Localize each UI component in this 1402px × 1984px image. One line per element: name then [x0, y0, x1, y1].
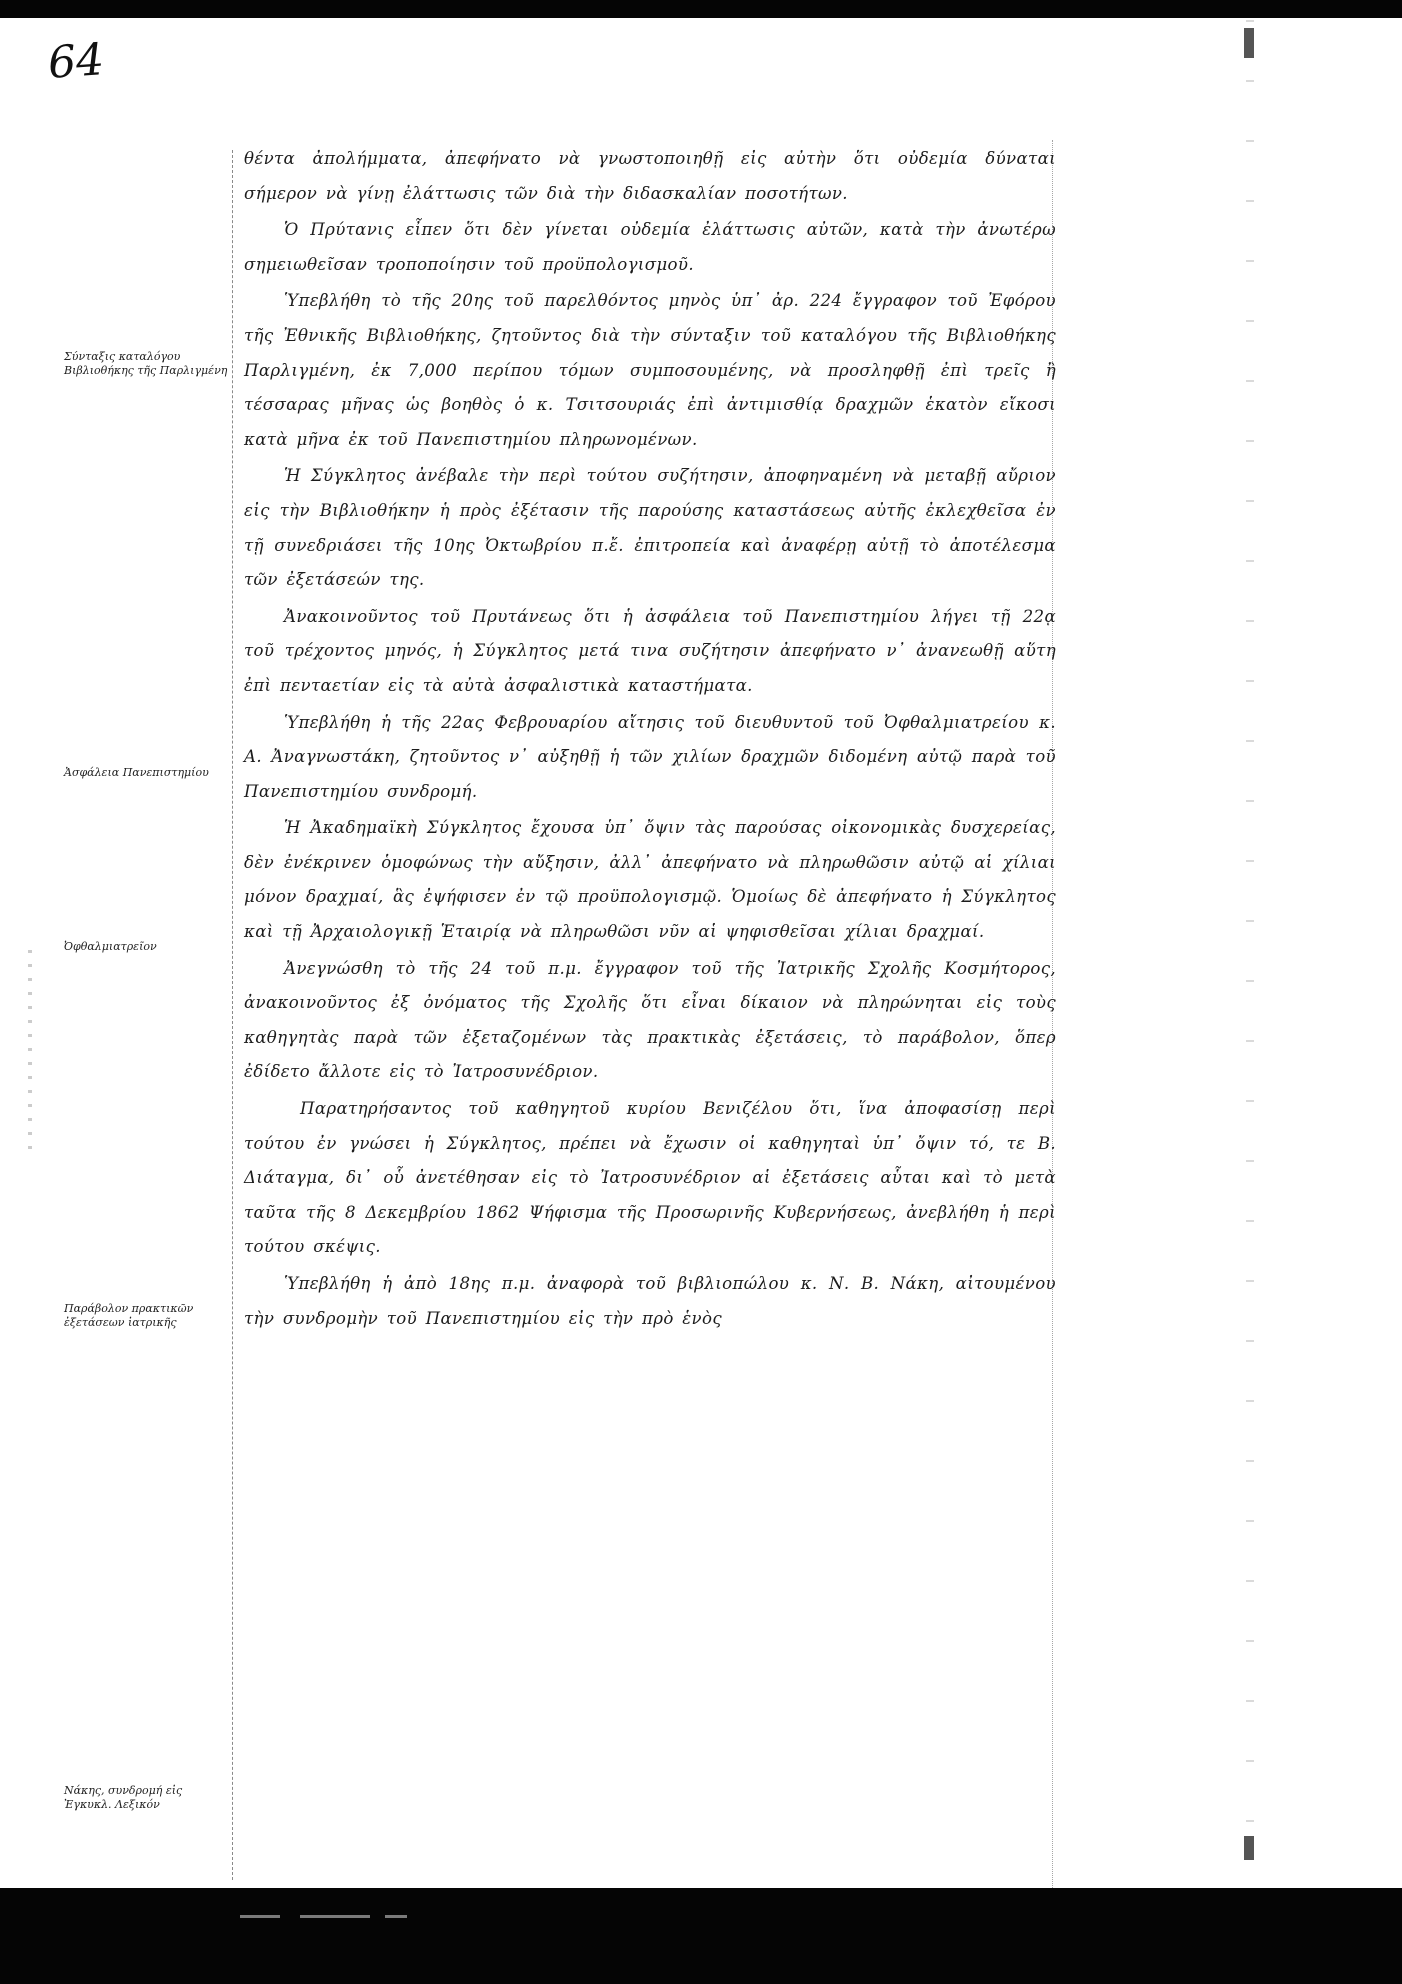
margin-note: Νάκης, συνδρομή εἰς Ἐγκυκλ. Λεξικόν	[64, 1784, 183, 1811]
paragraph: θέντα ἀπολήμματα, ἀπεφήνατο νὰ γνωστοποιηθῇ εἰς αὐτὴν ὅτι οὐδεμία δύναται σήμερον νὰ γίνῃ ἐλάττωσις τῶν διὰ τὴν διδασκαλίαν ποσοτήτων.	[244, 149, 1056, 203]
scan-artifact	[300, 1915, 370, 1918]
margin-note: Σύνταξις καταλόγου Βιβλιοθήκης τῆς Παρλιγμένη	[64, 350, 228, 377]
page-number: 64	[46, 34, 106, 89]
scan-border-bottom	[0, 1888, 1402, 1984]
paragraph: Ὁ Πρύτανις εἶπεν ὅτι δὲν γίνεται οὐδεμία ἐλάττωσις αὐτῶν, κατὰ τὴν ἀνωτέρω σημειωθεῖσαν τροποποίησιν τοῦ προϋπολογισμοῦ.	[244, 220, 1056, 274]
paragraph: Ἀνεγνώσθη τὸ τῆς 24 τοῦ π.μ. ἔγγραφον τοῦ τῆς Ἰατρικῆς Σχολῆς Κοσμήτορος, ἀνακοινοῦντος ἐξ ὀνόματος τῆς Σχολῆς ὅτι εἶναι δίκαιον νὰ πληρώνηται εἰς τοὺς καθηγητὰς παρὰ τῶν ἐξεταζομένων τὰς πρακτικὰς ἐξετάσεις, τὸ παράβολον, ὅπερ ἐδίδετο ἄλλοτε εἰς τὸ Ἰατροσυνέδριον.	[244, 958, 1056, 1082]
paragraph: Ὑπεβλήθη ἡ ἀπὸ 18ης π.μ. ἀναφορὰ τοῦ βιβλιοπώλου κ. Ν. Β. Νάκη, αἰτουμένου τὴν συνδρομὴν τοῦ Πανεπιστημίου εἰς τὴν πρὸ ἑνὸς	[244, 1274, 1056, 1328]
scan-border-top	[0, 0, 1402, 18]
paragraph: Ἡ Ἀκαδημαϊκὴ Σύγκλητος ἔχουσα ὑπ᾽ ὄψιν τὰς παρούσας οἰκονομικὰς δυσχερείας, δὲν ἐνέκρινεν ὁμοφώνως τὴν αὔξησιν, ἀλλ᾽ ἀπεφήνατο νὰ πληρωθῶσιν αὐτῷ αἱ χίλιαι μόνον δραχμαί, ἃς ἐψήφισεν ἐν τῷ προϋπολογισμῷ. Ὁμοίως δὲ ἀπεφήνατο ἡ Σύγκλητος καὶ τῇ Ἀρχαιολογικῇ Ἑταιρίᾳ νὰ πληρωθῶσι νῦν αἱ ψηφισθεῖσαι χίλιαι δραχμαί.	[244, 818, 1056, 942]
scan-edge-right	[1246, 20, 1254, 1880]
paragraph: Ἡ Σύγκλητος ἀνέβαλε τὴν περὶ τούτου συζήτησιν, ἀποφηναμένη νὰ μεταβῇ αὔριον εἰς τὴν Βιβλιοθήκην ἡ πρὸς ἐξέτασιν τῆς παρούσης καταστάσεως αὐτῆς ἐκλεχθεῖσα ἐν τῇ συνεδριάσει τῆς 10ης Ὀκτωβρίου π.ἔ. ἐπιτροπεία καὶ ἀναφέρῃ αὐτῇ τὸ ἀποτέλεσμα τῶν ἐξετάσεών της.	[244, 466, 1056, 590]
scan-artifact	[385, 1915, 407, 1918]
margin-note: Ὀφθαλμιατρεῖον	[64, 940, 157, 953]
margin-note: Παράβολον πρακτικῶν ἐξετάσεων ἰατρικῆς	[64, 1302, 194, 1329]
margin-rule	[232, 150, 233, 1880]
paragraph: Παρατηρήσαντος τοῦ καθηγητοῦ κυρίου Βενιζέλου ὅτι, ἵνα ἀποφασίσῃ περὶ τούτου ἐν γνώσει ἡ Σύγκλητος, πρέπει νὰ ἔχωσιν οἱ καθηγηταὶ ὑπ᾽ ὄψιν τό, τε Β. Διάταγμα, δι᾽ οὗ ἀνετέθησαν εἰς τὸ Ἰατροσυνέδριον αἱ ἐξετάσεις αὗται καὶ τὸ μετὰ ταῦτα τῆς 8 Δεκεμβρίου 1862 Ψήφισμα τῆς Προσωρινῆς Κυβερνήσεως, ἀνεβλήθη ἡ περὶ τούτου σκέψις.	[244, 1099, 1056, 1257]
minutes-body	[244, 142, 1056, 1338]
paragraph: Ἀνακοινοῦντος τοῦ Πρυτάνεως ὅτι ἡ ἀσφάλεια τοῦ Πανεπιστημίου λήγει τῇ 22ᾳ τοῦ τρέχοντος μηνός, ἡ Σύγκλητος μετά τινα συζήτησιν ἀπεφήνατο ν᾽ ἀνανεωθῇ αὕτη ἐπὶ πενταετίαν εἰς τὰ αὐτὰ ἀσφαλιστικὰ καταστήματα.	[244, 606, 1056, 695]
scan-artifact	[240, 1915, 280, 1918]
scan-mark	[1244, 1836, 1254, 1860]
paragraph: Ὑπεβλήθη τὸ τῆς 20ης τοῦ παρελθόντος μηνὸς ὑπ᾽ ἀρ. 224 ἔγγραφον τοῦ Ἐφόρου τῆς Ἐθνικῆς Βιβλιοθήκης, ζητοῦντος διὰ τὴν σύνταξιν τοῦ καταλόγου τῆς Βιβλιοθήκης Παρλιγμένη, ἐκ 7,000 περίπου τόμων συμποσουμένης, νὰ προσληφθῇ ἐπὶ τρεῖς ἢ τέσσαρας μῆνας ὡς βοηθὸς ὁ κ. Τσιτσουριάς ἐπὶ ἀντιμισθίᾳ δραχμῶν ἑκατὸν εἴκοσι κατὰ μῆνα ἐκ τοῦ Πανεπιστημίου πληρωνομένων.	[244, 291, 1056, 449]
scan-mark	[1244, 28, 1254, 58]
margin-note: Ἀσφάλεια Πανεπιστημίου	[64, 766, 209, 779]
paragraph: Ὑπεβλήθη ἡ τῆς 22ας Φεβρουαρίου αἴτησις τοῦ διευθυντοῦ τοῦ Ὀφθαλμιατρείου κ. Α. Ἀναγνωστάκη, ζητοῦντος ν᾽ αὐξηθῇ ἡ τῶν χιλίων δραχμῶν διδομένη αὐτῷ παρὰ τοῦ Πανεπιστημίου συνδρομή.	[244, 712, 1056, 801]
scan-edge-left	[28, 950, 32, 1150]
